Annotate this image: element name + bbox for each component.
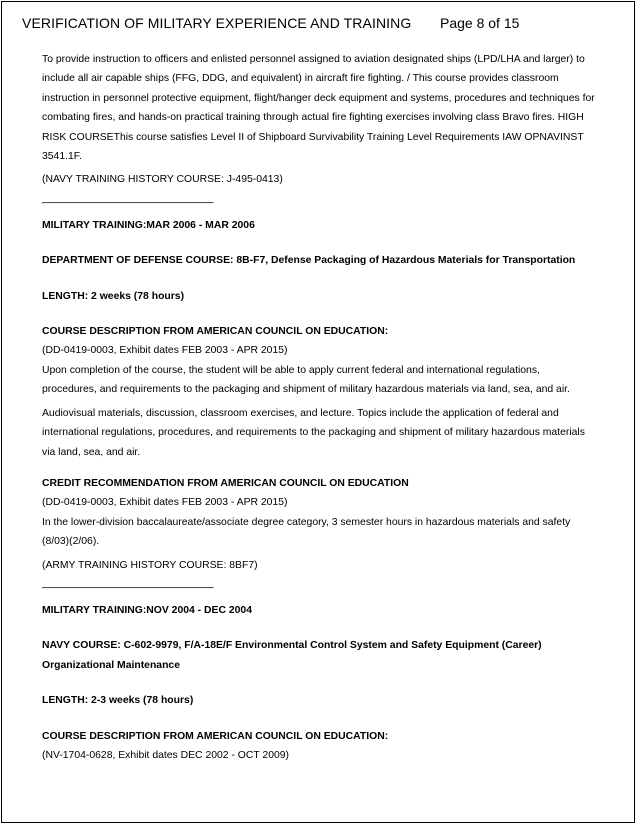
training-history-line: (ARMY TRAINING HISTORY COURSE: 8BF7)	[42, 559, 258, 571]
course-title: NAVY COURSE: C-602-9979, F/A-18E/F Environmental Control System and Safety Equipment (Career) Organizational Maintenance	[42, 640, 542, 671]
credit-recommendation-heading: CREDIT RECOMMENDATION FROM AMERICAN COUNCIL ON EDUCATION	[42, 477, 409, 489]
training-history-line: (NAVY TRAINING HISTORY COURSE: J-495-0413)	[42, 174, 283, 186]
course-description-exhibit: (DD-0419-0003, Exhibit dates FEB 2003 - APR 2015)	[42, 345, 288, 357]
course-description-text: Upon completion of the course, the student will be able to apply current federal and international regulations, procedures, and requirements to the packaging and shipment of military hazardous materials via land, sea, and air.	[42, 364, 570, 396]
course-description-text: To provide instruction to officers and enlisted personnel assigned to aviation designated ships (LPD/LHA and larger) to include all air capable ships (FFG, DDG, and equivalent) in aircraft fire fighting. / This course provides classroom instruction in personnel protective equipment, flight/hanger deck equipment and systems, procedures and techniques for combating fires, and hands-on practical training through actual fire fighting exercises involving class Bravo fires. HIGH RISK COURSEThis course satisfies Level II of Shipboard Survivability Training Level Requirements IAW OPNAVINST 3541.1F.	[42, 54, 595, 163]
military-training-dates: MILITARY TRAINING:MAR 2006 - MAR 2006	[42, 219, 255, 231]
course-description-heading: COURSE DESCRIPTION FROM AMERICAN COUNCIL ON EDUCATION:	[42, 730, 389, 742]
course-description-heading: COURSE DESCRIPTION FROM AMERICAN COUNCIL ON EDUCATION:	[42, 326, 389, 338]
course-description-text: Audiovisual materials, discussion, classroom exercises, and lecture. Topics include the application of federal and international regulations, procedures, and requirements to the packaging and shipment of military hazardous materials via land, sea, and air.	[42, 407, 585, 458]
course-description-exhibit: (NV-1704-0628, Exhibit dates DEC 2002 - OCT 2009)	[42, 749, 290, 761]
credit-recommendation-exhibit: (DD-0419-0003, Exhibit dates FEB 2003 - APR 2015)	[42, 497, 288, 509]
military-training-dates: MILITARY TRAINING:NOV 2004 - DEC 2004	[42, 604, 252, 616]
document-title: VERIFICATION OF MILITARY EXPERIENCE AND TRAINING	[22, 15, 412, 31]
document-page	[1, 1, 635, 823]
document-body	[42, 50, 597, 765]
course-length: LENGTH: 2-3 weeks (78 hours)	[42, 695, 194, 707]
page-header	[22, 15, 614, 35]
page-number: Page 8 of 15	[440, 15, 520, 31]
credit-recommendation-text: In the lower-division baccalaureate/associate degree category, 3 semester hours in hazardous materials and safety (8/03)(2/06).	[42, 516, 571, 548]
course-length: LENGTH: 2 weeks (78 hours)	[42, 290, 185, 302]
course-title: DEPARTMENT OF DEFENSE COURSE: 8B-F7, Defense Packaging of Hazardous Materials for Transportation	[42, 255, 576, 267]
